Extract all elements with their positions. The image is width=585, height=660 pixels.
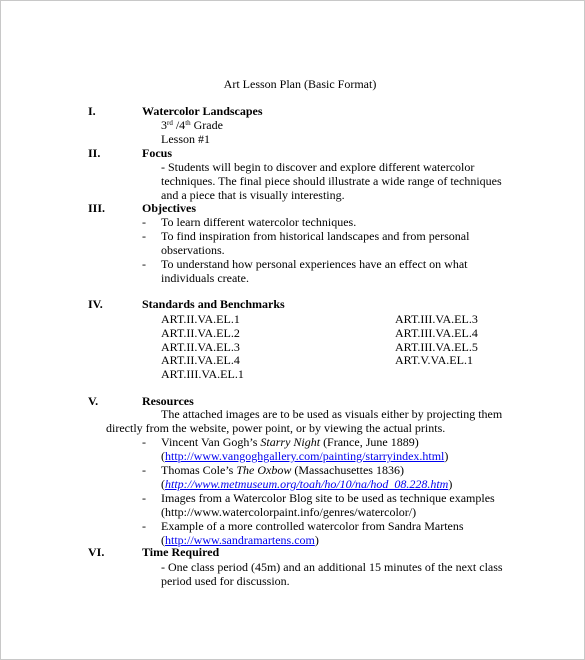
objective-item: To learn different watercolor techniques. <box>161 215 357 229</box>
bullet-dash: - <box>142 463 146 477</box>
bullet-dash: - <box>142 229 146 243</box>
section-heading: Objectives <box>142 201 196 215</box>
focus-text: - Students will begin to discover and explore different watercolor <box>161 160 475 174</box>
standard-code: ART.II.VA.EL.2 <box>161 326 240 340</box>
standard-code: ART.II.VA.EL.4 <box>161 353 240 367</box>
time-text: - One class period (45m) and an additional 15 minutes of the next class <box>161 560 503 574</box>
resource-link-line: (http://www.sandramartens.com) <box>161 533 319 547</box>
section-numeral: I. <box>88 104 96 118</box>
sandra-martens-link[interactable]: http://www.sandramartens.com <box>165 533 315 547</box>
section-numeral: VI. <box>88 545 105 559</box>
resource-link-line: (http://www.vangoghgallery.com/painting/starryindex.html) <box>161 449 449 463</box>
section-heading: Standards and Benchmarks <box>142 297 285 311</box>
standard-code: ART.II.VA.EL.3 <box>161 340 240 354</box>
standard-code: ART.III.VA.EL.5 <box>395 340 478 354</box>
time-text: period used for discussion. <box>161 574 290 588</box>
grade-level: 3rd /4th Grade <box>161 118 223 132</box>
objective-item: To find inspiration from historical landscapes and from personal <box>161 229 470 243</box>
objective-item: To understand how personal experiences have an effect on what <box>161 257 468 271</box>
oxbow-link[interactable]: http://www.metmuseum.org/toah/ho/10/na/hod_08.228.htm <box>165 477 449 491</box>
resource-link-line: (http://www.metmuseum.org/toah/ho/10/na/hod_08.228.htm) <box>161 477 453 491</box>
section-numeral: II. <box>88 146 101 160</box>
standard-code: ART.II.VA.EL.1 <box>161 312 240 326</box>
resource-url-text: (http://www.watercolorpaint.info/genres/watercolor/) <box>161 505 417 519</box>
section-heading: Time Required <box>142 545 220 559</box>
objective-item: individuals create. <box>161 271 249 285</box>
bullet-dash: - <box>142 257 146 271</box>
resource-title: Images from a Watercolor Blog site to be used as technique examples <box>161 491 495 505</box>
focus-text: techniques. The final piece should illustrate a wide range of techniques <box>161 174 502 188</box>
resource-title: Thomas Cole’s The Oxbow (Massachusettes 1836) <box>161 463 404 477</box>
standard-code: ART.III.VA.EL.3 <box>395 312 478 326</box>
section-heading: Focus <box>142 146 172 160</box>
lesson-number: Lesson #1 <box>161 132 210 146</box>
section-heading: Watercolor Landscapes <box>142 104 263 118</box>
bullet-dash: - <box>142 215 146 229</box>
bullet-dash: - <box>142 519 146 533</box>
resources-intro: The attached images are to be used as visuals either by projecting them <box>161 407 503 421</box>
standard-code: ART.III.VA.EL.1 <box>161 367 244 381</box>
bullet-dash: - <box>142 491 146 505</box>
standard-code: ART.V.VA.EL.1 <box>395 353 473 367</box>
resources-intro: directly from the website, power point, or by viewing the actual prints. <box>106 421 446 435</box>
objective-item: observations. <box>161 243 225 257</box>
starry-night-link[interactable]: http://www.vangoghgallery.com/painting/starryindex.html <box>165 449 445 463</box>
resource-title: Example of a more controlled watercolor from Sandra Martens <box>161 519 464 533</box>
focus-text: and a piece that is visually interesting. <box>161 188 345 202</box>
resource-title: Vincent Van Gogh’s Starry Night (France, June 1889) <box>161 435 419 449</box>
document-title: Art Lesson Plan (Basic Format) <box>223 77 377 91</box>
bullet-dash: - <box>142 435 146 449</box>
section-numeral: V. <box>88 394 99 408</box>
section-numeral: IV. <box>88 297 103 311</box>
standard-code: ART.III.VA.EL.4 <box>395 326 478 340</box>
section-numeral: III. <box>88 201 106 215</box>
section-heading: Resources <box>142 394 194 408</box>
